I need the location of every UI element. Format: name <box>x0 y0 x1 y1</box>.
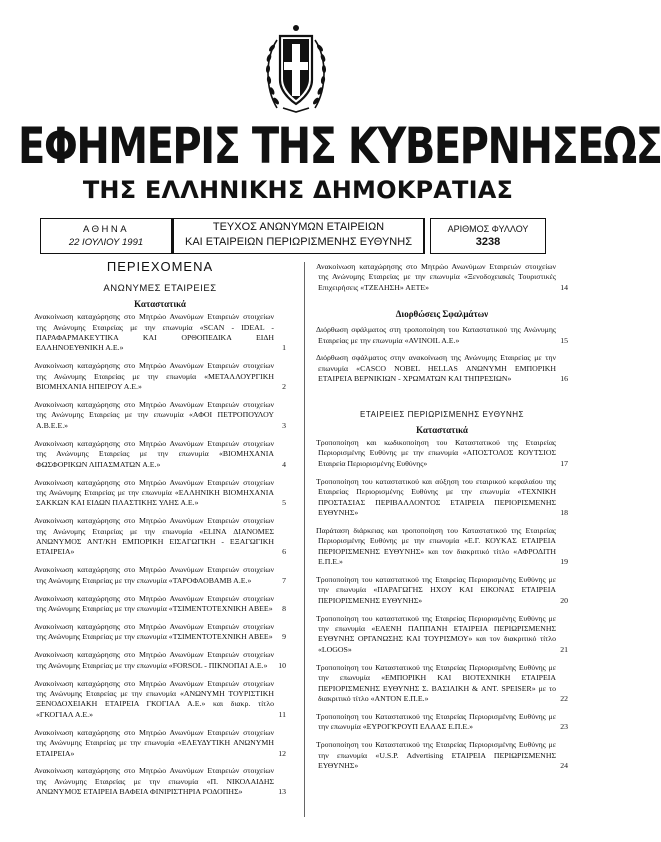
contents-entry <box>316 663 568 705</box>
contents-entry <box>316 740 568 771</box>
entry-text: Τροποποίηση και κωδικοποίηση του Καταστατικού της Εταιρείας Περιορισμένης Ευθύνης με την επωνυμία «ΑΠΟΣΤΟΛΟΣ ΚΟΥΤΣΙΟΣ Εταιρεία Περιορισμένης Ευθύνης» <box>316 437 556 468</box>
entry-text: Ανακοίνωση καταχώρησης στο Μητρώο Ανωνύμων Εταιρειών στοιχείων της Ανώνυμης Εταιρείας με την επωνυμία «FORSOL - ΠΙΚΝΟΠΑΙ Α.Ε.» <box>34 650 274 670</box>
entry-text: Ανακοίνωση καταχώρησης στο Μητρώο Ανωνύμων Εταιρειών στοιχείων της Ανώνυμης Εταιρείας με την επωνυμία «Ξενοδοχειακές Τουριστικές Επιχειρήσεις «ΤΖΕΛΗΣΗ» ΑΕΤΕ» <box>316 262 556 292</box>
entry-page: 7 <box>282 575 286 585</box>
entry-page: 4 <box>282 459 286 469</box>
contents-entry <box>316 353 568 384</box>
entry-page: 6 <box>282 547 286 557</box>
entry-text: Τροποποίηση του Καταστατικού της Εταιρείας Περιορισμένης Ευθύνης με την επωνυμία «U.S.P. Advertising ΕΤΑΙΡΕΙΑ ΠΕΡΙΩΡΙΣΜΕΝΗΣ ΕΥΘΥΝΗΣ» <box>316 740 556 771</box>
contents-entry <box>34 594 286 615</box>
entry-page: 11 <box>278 709 286 719</box>
contents-entry <box>316 438 568 469</box>
contents-entry <box>34 478 286 509</box>
entry-page: 24 <box>560 761 568 771</box>
header-issue-line2: ΚΑΙ ΕΤΑΙΡΕΙΩΝ ΠΕΡΙΩΡΙΣΜΕΝΗΣ ΕΥΘΥΝΗΣ <box>185 236 412 248</box>
entry-text: Τροποποίηση του καταστατικού της Εταιρείας Περιορισμένης Ευθύνης με την επωνυμία «ΕΛΕΝΗ ΠΑΠΠΑΝΗ ΕΤΑΙΡΕΙΑ ΠΕΡΙΩΡΙΣΜΕΝΗΣ ΕΥΘΥΝΗΣ ΟΡΓΑΝΩΣΗΣ ΚΑΙ ΤΟΥΡΙΣΜΟΥ» και τον διακριτικό τίτλο «LOGOS» <box>316 613 556 654</box>
contents-entry <box>316 712 568 733</box>
entry-text: Ανακοίνωση καταχώρησης στο Μητρώο Ανωνύμων Εταιρειών στοιχείων της Ανώνυμης Εταιρείας με την επωνυμία «ΤΣΙΜΕΝΤΟΤΕΧΝΙΚΗ ΑΒΕΕ» <box>34 593 274 614</box>
contents-right-column <box>316 262 568 779</box>
entry-text: Διόρθωση σφάλματος στη τροποποίηση του Καταστατικού της Ανώνυμης Εταιρείας με την επωνυμία «AVINOIL A.E.» <box>316 325 556 345</box>
contents-entry <box>34 516 286 558</box>
subsection-heading-statutes: Καταστατικά <box>134 298 186 309</box>
entry-text: Τροποποίηση του Καταστατικού της Εταιρείας Περιορισμένης Ευθύνης με την επωνυμία «ΕΜΠΟΡΙΚΗ ΚΑΙ ΒΙΟΤΕΧΝΙΚΗ ΕΤΑΙΡΕΙΑ ΠΕΡΙΟΡΙΣΜΕΝΗΣ ΕΥΘΥΝΗΣ Σ. ΒΑΣΙΛΙΚΗ & ANT. SPEISER» με το διακριτικό τίτλο «ΑΝΤΟΝ Ε.Π.Ε.» <box>316 662 556 703</box>
entry-text: Ανακοίνωση καταχώρησης στο Μητρώο Ανωνύμων Εταιρειών στοιχείων της Ανώνυμης Εταιρείας με την επωνυμία «ΒΙΟΜΗΧΑΝΙΑ ΦΩΣΦΟΡΙΚΩΝ ΛΙΠΑΣΜΑΤΩΝ Α.Ε.» <box>34 438 274 469</box>
contents-entry <box>34 439 286 470</box>
entry-page: 8 <box>282 604 286 614</box>
entry-text: Ανακοίνωση καταχώρησης στο Μητρώο Ανωνύμων Εταιρειών στοιχείων της Ανώνυμης Εταιρείας με την επωνυμία «ΕΛΕΥΔΥΤΙΚΗ ΑΝΩΝΥΜΗ ΕΤΑΙΡΕΙΑ» <box>34 727 274 758</box>
entry-page: 13 <box>278 787 286 797</box>
entry-page: 20 <box>560 595 568 605</box>
entry-text: Ανακοίνωση καταχώρησης στο Μητρώο Ανωνύμων Εταιρειών στοιχείων της Ανώνυμης Εταιρείας με την επωνυμία «SCAN - IDEAL - ΠΑΡΑΦΑΡΜΑΚΕΥΤΙΚΑ ΚΑΙ ΟΡΘΟΠΕΔΙΚΑ ΕΙΔΗ ΕΛΛΗΝΟΕΥΘΝΙΚΗ Α.Ε.» <box>34 312 274 353</box>
header-date: 22 ΙΟΥΛΙΟΥ 1991 <box>68 237 144 248</box>
contents-entry <box>34 728 286 759</box>
contents-entry <box>34 622 286 643</box>
entry-text: Ανακοίνωση καταχώρησης στο Μητρώο Ανωνύμων Εταιρειών στοιχείων της Ανώνυμης Εταιρείας με την επωνυμία «Π. ΝΙΚΟΛΑΙΔΗΣ ΑΝΩΝΥΜΟΣ ΕΤΑΙΡΕΙΑ ΒΑΦΕΙΑ ΦΙΝΙΡΙΣΤΗΡΙΑ ΡΟΔΟΠΗΣ» <box>34 766 274 797</box>
header-city: ΑΘΗΝΑ <box>82 224 130 235</box>
contents-entry <box>34 361 286 392</box>
entry-text: Παράταση διάρκειας και τροποποίηση του Καταστατικού της Εταιρείας Περιορισμένης Ευθύνης με την επωνυμία «Ε.Γ. ΚΟΥΚΑΣ ΕΤΑΙΡΕΙΑ ΠΕΡΙΟΡΙΣΜΕΝΗΣ ΕΥΘΥΝΗΣ» και τον διακριτικό τίτλο «ΑΦΡΟΔΙΤΗ Ε.Π.Ε.» <box>316 525 556 567</box>
contents-entry <box>316 477 568 519</box>
contents-entry <box>34 650 286 671</box>
entry-page: 9 <box>282 632 286 642</box>
entry-page: 19 <box>560 557 568 567</box>
header-sheet-number: 3238 <box>475 236 501 248</box>
entry-page: 1 <box>282 343 286 353</box>
header-issue-box <box>172 218 425 254</box>
entry-page: 14 <box>560 282 568 292</box>
entry-text: Τροποποίηση του καταστατικού και αύξηση του εταιρικού κεφαλαίου της Εταιρείας Περιορισμένης Ευθύνης με την επωνυμία «ΤΕΧΝΙΚΗ ΠΡΟΣΤΑΣΙΑΣ ΠΕΡΙΒΑΛΛΟΝΤΟΣ ΕΤΑΙΡΕΙΑ ΠΕΡΙΟΡΙΣΜΕΝΗΣ ΕΥΘΥΝΗΣ» <box>316 476 556 517</box>
entry-page: 3 <box>282 420 286 430</box>
contents-entry <box>316 262 568 293</box>
section-heading-sa: ΑΝΩΝΥΜΕΣ ΕΤΑΙΡΕΙΕΣ <box>103 283 217 295</box>
section-heading-ltd: ΕΤΑΙΡΕΙΕΣ ΠΕΡΙΩΡΙΣΜΕΝΗΣ ΕΥΘΥΝΗΣ <box>360 410 524 420</box>
entry-text: Ανακοίνωση καταχώρησης στο Μητρώο Ανωνύμων Εταιρειών στοιχείων της Ανώνυμης Εταιρείας με την επωνυμία «ΤΣΙΜΕΝΤΟΤΕΧΝΙΚΗ ΑΒΕΕ» <box>34 621 274 642</box>
contents-entry <box>316 325 568 346</box>
gazette-title: ΕΦΗΜΕΡΙΣ ΤΗΣ ΚΥΒΕΡΝΗΣΕΩΣ <box>18 118 661 176</box>
contents-entry <box>316 614 568 656</box>
entry-page: 23 <box>560 722 568 732</box>
entry-page: 10 <box>278 660 286 670</box>
entry-page: 2 <box>282 382 286 392</box>
entry-text: Ανακοίνωση καταχώρησης στο Μητρώο Ανωνύμων Εταιρειών στοιχείων της Ανώνυμης Εταιρείας με την επωνυμία «ΕΛΛΗΝΙΚΗ ΒΙΟΜΗΧΑΝΙΑ ΣΑΚΚΩΝ ΚΑΙ ΕΙΔΩΝ ΠΛΑΣΤΙΚΗΣ ΥΛΗΣ Α.Ε.» <box>34 477 274 508</box>
entry-text: Ανακοίνωση καταχώρησης στο Μητρώο Ανωνύμων Εταιρειών στοιχείων της Ανώνυμης Εταιρείας με την επωνυμία «ΑΝΩΝΥΜΗ ΤΟΥΡΙΣΤΙΚΗ ΞΕΝΟΔΟΧΕΙΑΚΗ ΕΤΑΙΡΕΙΑ ΓΚΟΓΙΑΛ Α.Ε.» και διακρ. τίτλο «ΓΚΟΓΙΑΛ Α.Ε.» <box>34 678 274 719</box>
contents-left-column <box>34 259 286 805</box>
entry-page: 21 <box>560 644 568 654</box>
header-sheet-box <box>430 218 546 254</box>
contents-entry <box>34 312 286 354</box>
contents-entry <box>34 679 286 721</box>
contents-entry <box>34 766 286 797</box>
subsection-heading-ltd-statutes: Καταστατικά <box>416 424 468 435</box>
entry-page: 18 <box>560 507 568 517</box>
header-date-box <box>40 218 172 254</box>
entry-text: Ανακοίνωση καταχώρησης στο Μητρώο Ανωνύμων Εταιρειών στοιχείων της Ανώνυμης Εταιρείας με την επωνυμία «ΤΑΡΟΦΑΟΒΑΜΒ Α.Ε.» <box>34 565 274 585</box>
contents-entry <box>34 400 286 431</box>
header-issue-line1: ΤΕΥΧΟΣ ΑΝΩΝΥΜΩΝ ΕΤΑΙΡΕΙΩΝ <box>212 221 385 233</box>
entry-text: Ανακοίνωση καταχώρησης στο Μητρώο Ανωνύμων Εταιρειών στοιχείων της Ανώνυμης Εταιρείας με την επωνυμία «ELINA ΔΙΑΝΟΜΕΣ ΑΝΩΝΥΜΟΣ ΑΝΤ/ΚΗ ΕΜΠΟΡΙΚΗ ΕΙΣΑΓΩΓΙΚΗ - ΕΞΑΓΩΓΙΚΗ ΕΤΑΙΡΕΙΑ» <box>34 516 274 557</box>
entry-text: Τροποποίηση του Καταστατικού της Εταιρείας Περιορισμένης Ευθύνης με την επωνυμία «ΕΥΡΟΓΚΡΟΥΠ ΕΛΛΑΣ Ε.Π.Ε.» <box>316 711 556 732</box>
entry-text: Τροποποίηση του καταστατικού της Εταιρείας Περιορισμένης Ευθύνης με την επωνυμία «ΠΑΡΑΓΩΓΗΣ ΗΧΟΥ ΚΑΙ ΕΙΚΟΝΑΣ ΕΤΑΙΡΕΙΑ ΠΕΡΙΟΡΙΣΜΕΝΗΣ ΕΥΘΥΝΗΣ» <box>316 574 556 605</box>
gazette-subtitle: ΤΗΣ ΕΛΛΗΝΙΚΗΣ ΔΗΜΟΚΡΑΤΙΑΣ <box>82 176 514 204</box>
entry-page: 12 <box>278 748 286 758</box>
errata-heading: Διορθώσεις Σφαλμάτων <box>395 308 489 319</box>
contents-entry <box>316 575 568 606</box>
contents-entry <box>316 526 568 568</box>
entry-page: 22 <box>560 694 568 703</box>
entry-page: 16 <box>560 374 568 384</box>
entry-page: 15 <box>560 335 568 345</box>
entry-page: 5 <box>282 498 286 508</box>
header-sheet-label: ΑΡΙΘΜΟΣ ΦΥΛΛΟΥ <box>447 224 529 234</box>
entry-text: Διόρθωση σφάλματος στην ανακοίνωση της Ανώνυμης Εταιρείας με την επωνυμία «CASCO NOBEL HELLAS ΑΝΩΝΥΜΗ ΕΜΠΟΡΙΚΗ ΕΤΑΙΡΕΙΑ ΒΕΡΝΙΚΙΩΝ - ΧΡΩΜΑΤΩΝ ΚΑΙ ΤΗΠΡΕΣΙΩΝ» <box>316 353 556 384</box>
entry-text: Ανακοίνωση καταχώρησης στο Μητρώο Ανωνύμων Εταιρειών στοιχείων της Ανώνυμης Εταιρείας με την επωνυμία «ΜΕΤΑΛΛΟΥΡΓΙΚΗ ΒΙΟΜΗΧΑΝΙΑ ΗΠΕΙΡΟΥ Α.Ε.» <box>34 361 274 392</box>
coat-of-arms-emblem <box>263 18 329 116</box>
contents-entry <box>34 565 286 586</box>
contents-heading: ΠΕΡΙΕΧΟΜΕΝΑ <box>106 259 214 274</box>
column-divider <box>304 262 305 817</box>
entry-page: 17 <box>560 458 568 468</box>
entry-text: Ανακοίνωση καταχώρησης στο Μητρώο Ανωνύμων Εταιρειών στοιχείων της Ανώνυμης Εταιρείας με την επωνυμία «ΑΦΟΙ ΠΕΤΡΟΠΟΥΛΟΥ Α.Β.Ε.Ε.» <box>34 400 274 430</box>
